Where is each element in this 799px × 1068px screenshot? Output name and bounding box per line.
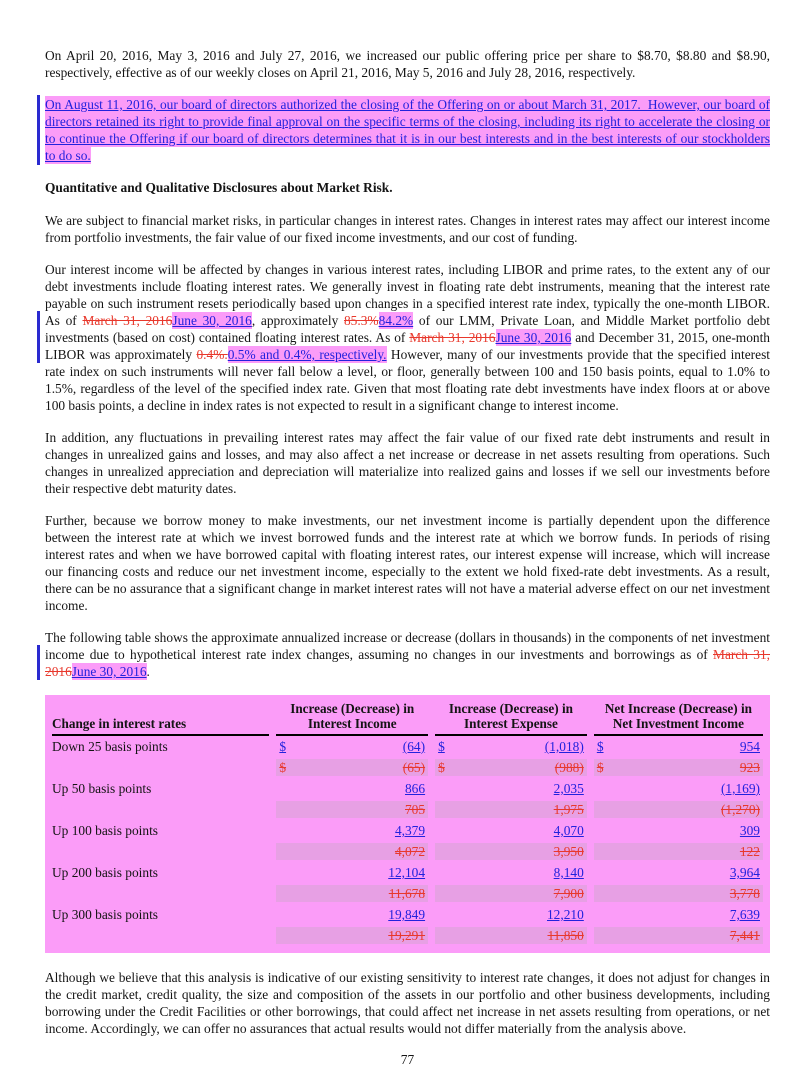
column-header-change-in-rates: Change in interest rates [52, 697, 269, 736]
inserted-text: June 30, 2016 [71, 664, 147, 679]
table-row-up50-previous [52, 799, 763, 820]
cell-value: 12,104 [388, 865, 426, 880]
table-row-up100-previous [52, 841, 763, 862]
table-row-up200-previous [52, 883, 763, 904]
row-label: Up 300 basis points [52, 906, 159, 922]
inserted-text: June 30, 2016 [172, 313, 252, 328]
text-run: , approximately [251, 313, 344, 328]
header-line: Increase (Decrease) in [290, 701, 415, 716]
change-bar [37, 95, 40, 165]
inserted-text: On August 11, 2016, our board of directors authorized the closing of the Offering on or about March 31, 2017. However, our board of directors retained its right to provide final approval on the specific terms of the closing, including its right to accelerate the closing or to continue the Offering if our board of directors determines that it is in our best interests and in the best interests of our stockholders to do so. [45, 97, 770, 163]
deleted-text: March 31, 2016 [409, 330, 496, 345]
text-run: However, many of our investments provide that the specified interest rate index on such instruments will never fall below a level, or floor, generally between 100 and 150 basis points, equal to 1.0% to 1.5%, regardless of the level of the specified index rate. Given that most floating rate debt investments have index floors at or above 100 basis points, a decline in index rates is not expected to result in a significant change to interest income. [45, 347, 770, 413]
header-line: Interest Income [307, 716, 397, 731]
column-header-net-investment-income [594, 697, 763, 736]
cell-value: 19,291 [388, 928, 426, 943]
paragraph-analysis-caveat [45, 969, 770, 1037]
paragraph-table-intro [45, 629, 770, 680]
table-row-up300-previous [52, 925, 763, 946]
cell-value: (988) [554, 760, 584, 775]
row-label: Up 50 basis points [52, 780, 152, 796]
text-run: Further, because we borrow money to make investments, our net investment income is partially dependent upon the difference between the interest rate at which we invest borrowed funds and the interest rate at which we borrow funds. In periods of rising interest rates and when we have borrowed capital with floating interest rates, our interest expense will increase, which will increase our financing costs and reduce our net investment income, especially to the extent we hold fixed-rate debt investments. As a result, there can be no assurance that a significant change in market interest rates will not have a material adverse effect on our net investment income. [45, 513, 770, 613]
text-run: of our LMM, Private Loan, and Middle Market portfolio debt investments (based on cost) contained floating interest rates. As of [45, 313, 771, 345]
cell-value: (1,169) [720, 781, 760, 796]
cell-value: 12,210 [546, 907, 584, 922]
cell-value: 705 [404, 802, 426, 817]
cell-value: 2,035 [553, 781, 584, 796]
paragraph-offering-closing-inserted [45, 96, 770, 164]
text-run: The following table shows the approximate annualized increase or decrease (dollars in thousands) in the components of net investment income due to hypothetical interest rate index changes, assuming no changes in our investments and borrowings as of [45, 630, 770, 662]
dollar-sign: $ [279, 760, 287, 775]
deleted-text: March 31, 2016 [45, 647, 770, 679]
text-run: On April 20, 2016, May 3, 2016 and July 27, 2016, we increased our public offering price per share to $8.70, $8.80 and $8.90, respectively, effective as of our weekly closes on April 21, 2016, May 5, 2016 and July 28, 2016, respectively. [45, 48, 770, 80]
cell-value: 7,639 [729, 907, 760, 922]
cell-value: 309 [739, 823, 760, 838]
cell-value: 4,070 [553, 823, 584, 838]
cell-value: 3,964 [729, 865, 760, 880]
text-run: . [146, 664, 150, 679]
cell-value: (64) [402, 739, 426, 754]
cell-value: (1,018) [544, 739, 584, 754]
cell-value: 3,778 [729, 886, 760, 901]
paragraph-market-risks [45, 212, 770, 246]
dollar-sign: $ [438, 760, 445, 775]
text-run: We are subject to financial market risks, in particular changes in interest rates. Changes in interest rates may affect our interest income from portfolio investments, the fair value of our fixed income investments, and our cost of funding. [45, 213, 770, 245]
table-header-row [52, 697, 763, 736]
paragraph-borrowing [45, 512, 770, 614]
cell-value: 866 [404, 781, 426, 796]
table-row-up50-current [52, 778, 763, 799]
paragraph-offering-price [45, 47, 770, 81]
change-bar [37, 645, 40, 680]
paragraph-interest-income-libor [45, 261, 770, 414]
inserted-text: 84.2% [378, 313, 414, 328]
header-line: Increase (Decrease) in [448, 701, 573, 716]
text-run: and December 31, 2015, one-month LIBOR was approximately [45, 330, 771, 362]
inserted-text: 0.5% and 0.4%, respectively. [227, 347, 387, 362]
table-row-down25-previous [52, 757, 763, 778]
cell-value: 954 [739, 739, 760, 754]
column-header-interest-expense [435, 697, 587, 736]
cell-value: 3,950 [553, 844, 584, 859]
cell-value: (1,270) [720, 802, 760, 817]
inserted-text: June 30, 2016 [495, 330, 572, 345]
table-row-up100-current [52, 820, 763, 841]
cell-value: 4,072 [394, 844, 426, 859]
page-number: 77 [400, 1052, 415, 1067]
change-bar [37, 311, 40, 363]
dollar-sign: $ [596, 760, 604, 775]
section-heading-market-risk: Quantitative and Qualitative Disclosures about Market Risk. [45, 180, 393, 195]
text-run: Our interest income will be affected by changes in various interest rates, including LIBOR and prime rates, to the extent any of our debt investments include floating interest rates. We generally invest in floating rate debt instruments, meaning that the interest rate payable on such instrument resets periodically based upon changes in a specified interest rate index, typically the one-month LIBOR. As of [45, 262, 770, 328]
cell-value: 11,850 [547, 928, 584, 943]
table-row-up300-current [52, 904, 763, 925]
deleted-text: March 31, 2016 [82, 313, 173, 328]
table-row-up200-current [52, 862, 763, 883]
cell-value: 1,975 [553, 802, 584, 817]
paragraph-unrealized-gains [45, 429, 770, 497]
interest-rate-sensitivity-table-wrap [45, 695, 770, 953]
interest-rate-sensitivity-table [45, 697, 770, 946]
header-line: Net Investment Income [612, 716, 744, 731]
dollar-sign: $ [596, 739, 604, 754]
text-run: In addition, any fluctuations in prevailing interest rates may affect the fair value of our fixed rate debt instruments and result in changes in unrealized gains and losses, and may also affect a net increase or decrease in net assets resulting from operations. Such changes in unrealized appreciation and depreciation will materialize into realized gains and losses if we sell our investments before their respective debt maturity dates. [45, 430, 770, 496]
dollar-sign: $ [438, 739, 445, 754]
deleted-text: 85.3% [343, 313, 379, 328]
cell-value: 4,379 [394, 823, 426, 838]
cell-value: 7,900 [553, 886, 584, 901]
row-label: Up 200 basis points [52, 864, 159, 880]
cell-value: 122 [739, 844, 760, 859]
row-label: Down 25 basis points [52, 738, 168, 754]
table-row-down25-current [52, 736, 763, 757]
column-header-interest-income [276, 697, 428, 736]
text-run: Although we believe that this analysis is indicative of our existing sensitivity to interest rate changes, it does not adjust for changes in the credit market, credit quality, the size and composition of the assets in our portfolio and other business developments, including borrowing under the Credit Facilities or other borrowings, that could affect net increase in net assets resulting from operations, or net income. Accordingly, we can offer no assurances that actual results would not differ materially from the analysis above. [45, 970, 770, 1036]
deleted-text: 0.4%. [196, 347, 228, 362]
header-line: Net Increase (Decrease) in [604, 701, 752, 716]
cell-value: 19,849 [388, 907, 426, 922]
cell-value: 923 [739, 760, 760, 775]
row-label: Up 100 basis points [52, 822, 159, 838]
dollar-sign: $ [279, 739, 287, 754]
header-line: Interest Expense [463, 716, 558, 731]
cell-value: 11,678 [388, 886, 426, 901]
cell-value: 8,140 [553, 865, 584, 880]
cell-value: (65) [402, 760, 426, 775]
cell-value: 7,441 [729, 928, 760, 943]
